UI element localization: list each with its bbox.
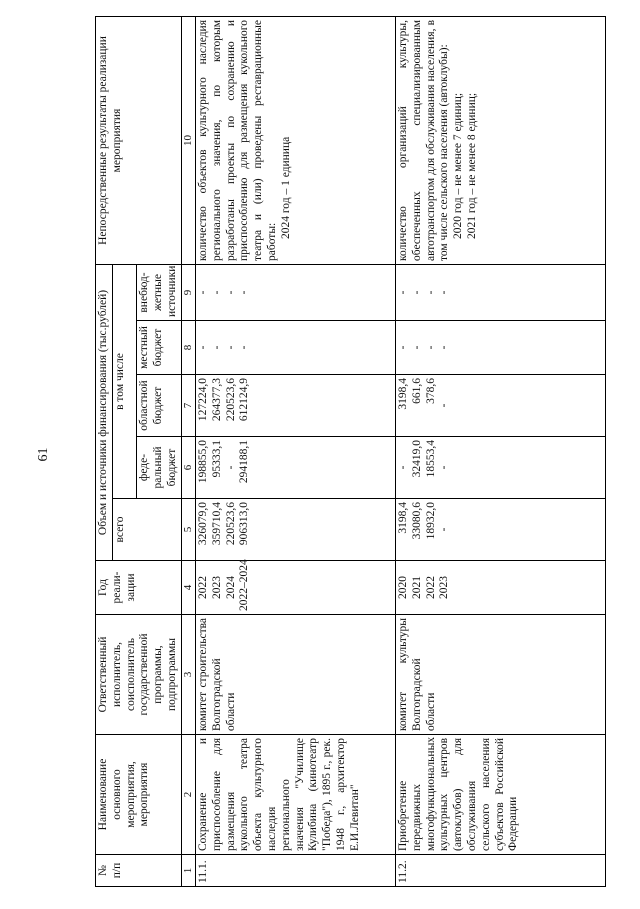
col-number: 3 (181, 615, 195, 735)
federal-value: 95333,1 (210, 440, 223, 478)
col-number: 10 (181, 17, 195, 265)
total-value: 326079,0 (196, 502, 209, 546)
total-value: 33080,6 (410, 502, 423, 540)
year-value: 2022 (424, 576, 437, 599)
col-number: 1 (181, 855, 195, 887)
regional-value: 127224,0 (196, 378, 209, 422)
col-number: 9 (181, 265, 195, 321)
col-number: 6 (181, 437, 195, 499)
local-value: - (410, 345, 423, 350)
federal-value: - (396, 465, 409, 470)
regional-value: 378,6 (424, 378, 437, 404)
row-federal (195, 437, 395, 499)
result-text: количество объектов культурного наследия регионального значения, по которым разработаны проекты по сохранению и приспособлению для размещения кукольного театра и (или) проведены реставрационные работы: (196, 20, 278, 261)
regional-value: 220523,6 (224, 378, 237, 422)
local-value: - (224, 345, 237, 350)
row-local (195, 321, 395, 375)
col-number: 7 (181, 375, 195, 437)
regional-value: 612124,9 (238, 378, 251, 422)
row-number: 11.1. (195, 855, 395, 887)
local-value: - (196, 345, 209, 350)
row-extrabudget (195, 265, 395, 321)
regional-value: 264377,3 (210, 378, 223, 422)
extrabudget-value: - (238, 290, 251, 295)
federal-value: - (438, 465, 451, 470)
header-year: Год реали-зации (96, 561, 182, 615)
col-number: 2 (181, 735, 195, 855)
header-total: всего (112, 499, 181, 561)
federal-value: 198855,0 (196, 440, 209, 484)
total-value: - (438, 527, 451, 532)
col-number: 5 (181, 499, 195, 561)
local-value: - (238, 345, 251, 350)
header-extrabudget: внебюд-жетные источники (137, 265, 181, 321)
row-total (395, 499, 605, 561)
result-target: 2024 год – 1 единица (279, 136, 292, 239)
local-value: - (396, 345, 409, 350)
row-name: Сохранение и приспособление для размещения кукольного театра объекта культурного наследия регионального значения "Училище Кулибина (кинотеатр "Победа"), 1895 г., рек. 1948 г., архитектор Е.И.Левитан" (195, 735, 395, 855)
program-table (95, 16, 606, 887)
federal-value: 18553,4 (424, 440, 437, 478)
extrabudget-value: - (410, 290, 423, 295)
header-local: местный бюджет (137, 321, 181, 375)
federal-value: 294188,1 (238, 440, 251, 484)
result-target: 2020 год – не менее 7 единиц; (452, 92, 465, 239)
local-value: - (210, 345, 223, 350)
result-target: 2021 год – не менее 8 единиц; (465, 92, 478, 239)
row-extrabudget (395, 265, 605, 321)
row-total (195, 499, 395, 561)
header-result: Непосредственные результаты реализации мероприятия (96, 17, 182, 265)
col-number: 4 (181, 561, 195, 615)
regional-value: - (438, 403, 451, 408)
year-value: 2023 (210, 576, 223, 599)
extrabudget-value: - (224, 290, 237, 295)
year-value: 2024 (224, 576, 237, 599)
header-num: № п/п (96, 855, 182, 887)
row-result (195, 17, 395, 265)
row-result (395, 17, 605, 265)
header-including: в том числе (112, 265, 137, 499)
row-federal (395, 437, 605, 499)
federal-value: - (224, 465, 237, 470)
extrabudget-value: - (438, 290, 451, 295)
extrabudget-value: - (210, 290, 223, 295)
extrabudget-value: - (196, 290, 209, 295)
row-local (395, 321, 605, 375)
regional-value: 661,6 (410, 378, 423, 404)
header-regional: областной бюджет (137, 375, 181, 437)
total-value: 18932,0 (424, 502, 437, 540)
total-value: 359710,4 (210, 502, 223, 546)
row-regional (395, 375, 605, 437)
result-text: количество организаций культуры, обеспеченных специализированным автотранспортом для обслуживания населения, в том числе сельского населения (автоклубы): (396, 20, 451, 261)
year-value: 2023 (438, 576, 451, 599)
extrabudget-value: - (396, 290, 409, 295)
table-row (395, 17, 605, 887)
regional-value: 3198,4 (396, 378, 409, 410)
total-value: 906313,0 (238, 502, 251, 546)
federal-value: 32419,0 (410, 440, 423, 478)
row-number: 11.2. (395, 855, 605, 887)
year-value: 2022 (196, 576, 209, 599)
row-responsible: комитет строительства Волгоградской области (195, 615, 395, 735)
year-value: 2021 (410, 576, 423, 599)
row-name: Приобретение передвижных многофункциональных культурных центров (автоклубов) для обслуживания сельского населения субъектов Российской Федерации (395, 735, 605, 855)
header-funding: Объем и источники финансирования (тыс.рублей) (96, 265, 113, 561)
row-regional (195, 375, 395, 437)
col-number: 8 (181, 321, 195, 375)
row-responsible: комитет культуры Волгоградской области (395, 615, 605, 735)
total-value: 3198,4 (396, 502, 409, 534)
local-value: - (424, 345, 437, 350)
year-value: 2020 (396, 576, 409, 599)
year-value: 2022–2024 (238, 559, 251, 611)
table-row (195, 17, 395, 887)
extrabudget-value: - (424, 290, 437, 295)
local-value: - (438, 345, 451, 350)
total-value: 220523,6 (224, 502, 237, 546)
header-name: Наименование основного мероприятия, мероприятия (96, 735, 182, 855)
header-responsible: Ответственный исполнитель, соисполнитель государственной программы, подпрограммы (96, 615, 182, 735)
page-number: 61 (36, 447, 51, 462)
header-federal: феде-ральный бюджет (137, 437, 181, 499)
row-years (395, 561, 605, 615)
row-years (195, 561, 395, 615)
